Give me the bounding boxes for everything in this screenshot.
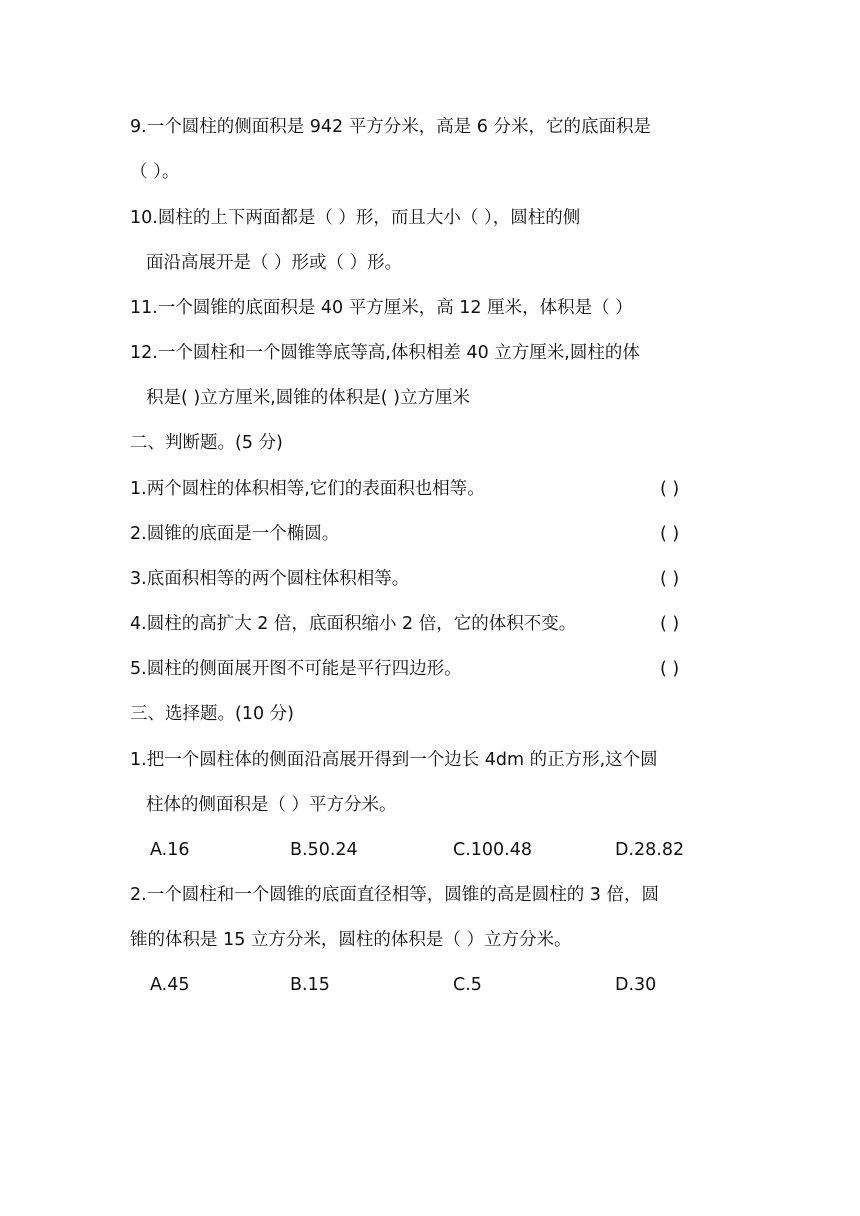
choice-question-2-line-1: 2.一个圆柱和一个圆锥的底面直径相等，圆锥的高是圆柱的 3 倍，圆 [130,885,659,905]
judge-item-1: 1.两个圆柱的体积相等,它们的表面积也相等。 [130,479,485,499]
judge-answer-blank-1: ( ) [660,479,680,499]
question-9-line-2: （ ）。 [130,162,180,182]
choice-1-option-b: B.50.24 [290,840,358,860]
choice-question-1-line-2: 柱体的侧面积是（ ）平方分米。 [146,795,397,815]
question-10-line-2: 面沿高展开是（ ）形或（ ）形。 [146,253,403,273]
judge-answer-blank-3: ( ) [660,569,680,589]
judge-item-3: 3.底面积相等的两个圆柱体积相等。 [130,569,410,589]
judge-answer-blank-5: ( ) [660,659,680,679]
judge-answer-blank-2: ( ) [660,524,680,544]
choice-question-1-line-1: 1.把一个圆柱体的侧面沿高展开得到一个边长 4dm 的正方形,这个圆 [130,750,658,770]
choice-1-option-a: A.16 [150,840,190,860]
judge-item-5: 5.圆柱的侧面展开图不可能是平行四边形。 [130,659,462,679]
question-10-line-1: 10.圆柱的上下两面都是（ ）形，而且大小（ ），圆柱的侧 [130,208,581,228]
judge-item-2: 2.圆锥的底面是一个椭圆。 [130,524,340,544]
choice-2-option-c: C.5 [453,975,482,995]
judge-answer-blank-4: ( ) [660,614,680,634]
question-11: 11.一个圆锥的底面积是 40 平方厘米，高 12 厘米，体积是（ ） [130,298,633,318]
choice-2-option-b: B.15 [290,975,330,995]
section-heading-choice: 三、选择题。(10 分) [130,704,294,724]
judge-item-4: 4.圆柱的高扩大 2 倍，底面积缩小 2 倍，它的体积不变。 [130,614,577,634]
choice-question-2-line-2: 锥的体积是 15 立方分米，圆柱的体积是（ ）立方分米。 [130,930,572,950]
choice-2-option-d: D.30 [615,975,657,995]
choice-1-option-d: D.28.82 [615,840,685,860]
question-12-line-2: 积是( )立方厘米,圆锥的体积是( )立方厘米 [146,388,470,408]
section-heading-judge: 二、判断题。(5 分) [130,433,283,453]
question-12-line-1: 12.一个圆柱和一个圆锥等底等高,体积相差 40 立方厘米,圆柱的体 [130,343,640,363]
question-9-line-1: 9.一个圆柱的侧面积是 942 平方分米，高是 6 分米，它的底面积是 [130,117,651,137]
choice-1-option-c: C.100.48 [453,840,533,860]
choice-2-option-a: A.45 [150,975,190,995]
